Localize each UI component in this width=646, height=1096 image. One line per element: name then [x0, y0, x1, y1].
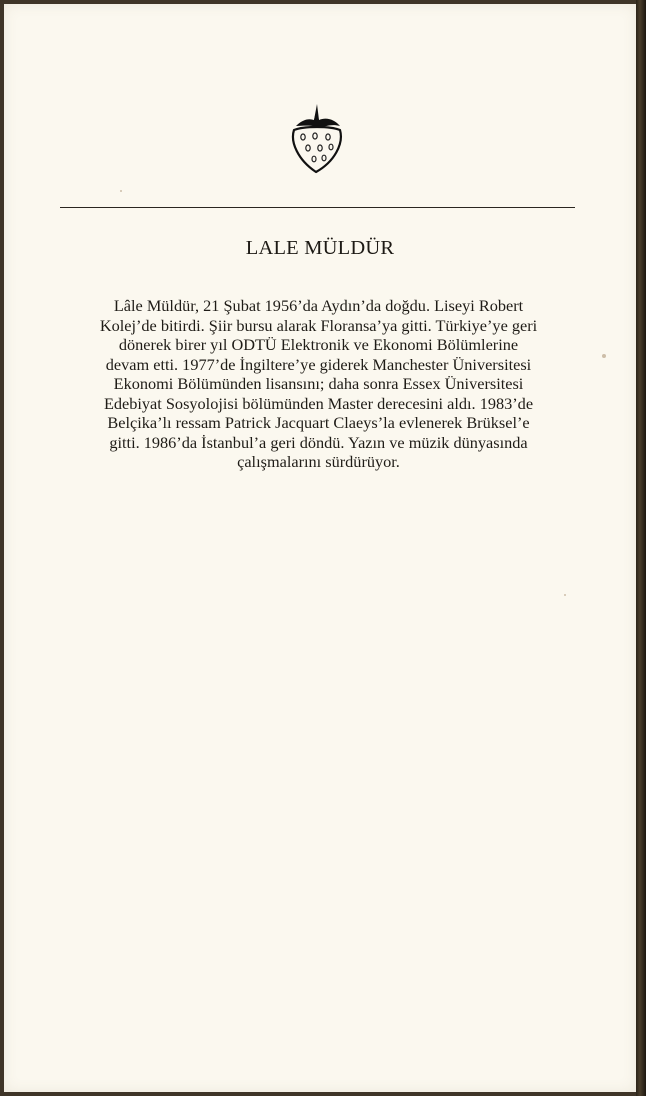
horizontal-rule — [60, 207, 575, 208]
book-edge — [636, 0, 646, 1096]
strawberry-icon — [286, 102, 348, 176]
book-page — [4, 4, 636, 1092]
bio-line: Belçika’lı ressam Patrick Jacquart Claeys’la evlenerek Brüksel’e — [107, 413, 530, 432]
bio-line: Lâle Müldür, 21 Şubat 1956’da Aydın’da doğdu. Liseyi Robert — [113, 296, 524, 315]
bio-line: devam etti. 1977’de İngiltere’ye giderek Manchester Üniversitesi — [105, 354, 532, 374]
bio-line: gitti. 1986’da İstanbul’a geri döndü. Yazın ve müzik dünyasında — [109, 432, 528, 452]
bio-line: Edebiyat Sosyolojisi bölümünden Master derecesini aldı. 1983’de — [103, 393, 534, 413]
paper-speck — [120, 190, 122, 192]
author-name: LALE MÜLDÜR — [245, 237, 395, 259]
bio-line: Kolej’de bitirdi. Şiir bursu alarak Floransa’ya gitti. Türkiye’ye geri — [99, 315, 538, 335]
paper-speck — [564, 594, 566, 596]
author-biography — [62, 296, 575, 472]
paper-speck — [602, 354, 606, 358]
bio-line: Ekonomi Bölümünden lisansını; daha sonra Essex Üniversitesi — [113, 374, 524, 393]
bio-line: çalışmalarını sürdürüyor. — [237, 452, 400, 471]
bio-line: dönerek birer yıl ODTÜ Elektronik ve Ekonomi Bölümlerine — [118, 335, 519, 354]
